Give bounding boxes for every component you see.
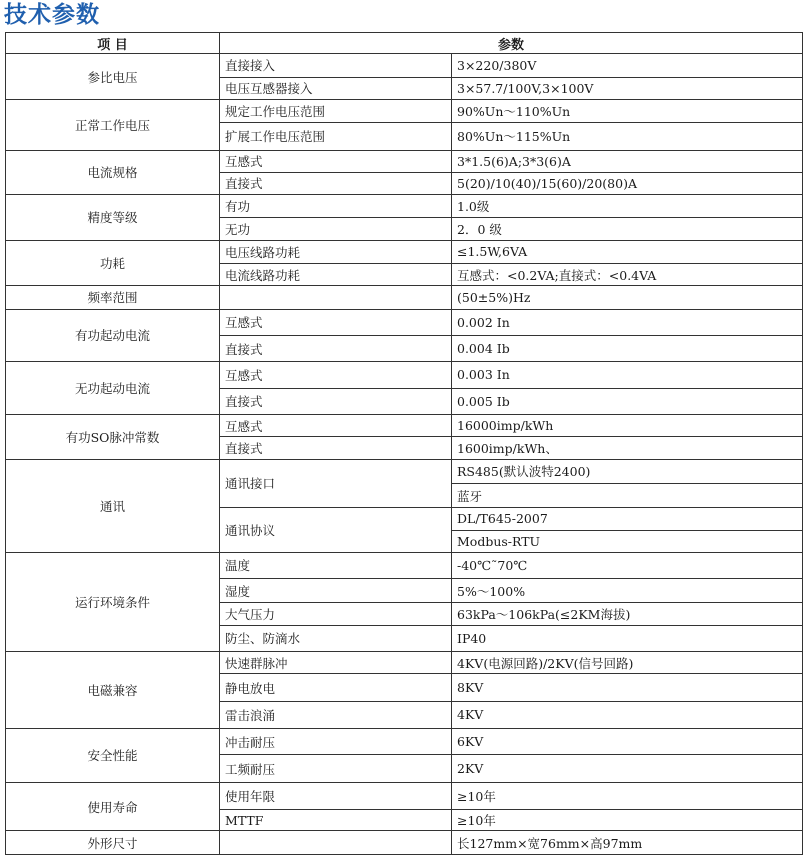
value-cell: 80%Un～115%Un — [452, 123, 803, 150]
subitem-cell: 湿度 — [220, 579, 452, 603]
subitem-cell: 电压互感器接入 — [220, 77, 452, 99]
value-cell: 6KV — [452, 729, 803, 755]
value-cell: 2KV — [452, 755, 803, 782]
subitem-cell: 直接接入 — [220, 54, 452, 77]
value-cell: 4KV — [452, 701, 803, 728]
category-cell: 通讯 — [6, 459, 220, 552]
category-cell: 安全性能 — [6, 729, 220, 783]
category-cell: 运行环境条件 — [6, 552, 220, 651]
subitem-cell — [220, 831, 452, 855]
subitem-cell: MTTF — [220, 810, 452, 831]
table-row — [6, 195, 803, 218]
value-cell: 5(20)/10(40)/15(60)/20(80)A — [452, 172, 803, 194]
subitem-cell: 快速群脉冲 — [220, 652, 452, 674]
category-cell: 无功起动电流 — [6, 362, 220, 415]
value-cell: 1600imp/kWh、 — [452, 437, 803, 459]
subitem-cell: 冲击耐压 — [220, 729, 452, 755]
category-cell: 功耗 — [6, 240, 220, 286]
subitem-cell: 直接式 — [220, 437, 452, 459]
category-cell: 精度等级 — [6, 195, 220, 241]
table-row — [6, 309, 803, 335]
subitem-cell: 雷击浪涌 — [220, 701, 452, 728]
subitem-cell: 电压线路功耗 — [220, 240, 452, 263]
table-row — [6, 414, 803, 436]
header-item: 项 目 — [6, 33, 220, 54]
category-cell: 使用寿命 — [6, 782, 220, 831]
value-cell: 2．0 级 — [452, 218, 803, 240]
subitem-cell: 直接式 — [220, 172, 452, 194]
subitem-cell: 互感式 — [220, 309, 452, 335]
subitem-cell: 大气压力 — [220, 603, 452, 625]
subitem-cell: 有功 — [220, 195, 452, 218]
category-cell: 参比电压 — [6, 54, 220, 100]
table-row — [6, 240, 803, 263]
category-cell: 有功起动电流 — [6, 309, 220, 362]
subitem-cell: 使用年限 — [220, 782, 452, 809]
value-cell: 90%Un～110%Un — [452, 99, 803, 122]
subitem-cell: 直接式 — [220, 335, 452, 361]
subitem-cell: 防尘、防滴水 — [220, 625, 452, 651]
header-param: 参数 — [220, 33, 803, 54]
value-cell: RS485(默认波特2400) — [452, 459, 803, 483]
table-row — [6, 782, 803, 809]
value-cell: 3×57.7/100V,3×100V — [452, 77, 803, 99]
value-cell: 63kPa～106kPa(≤2KM海拔) — [452, 603, 803, 625]
category-cell: 外形尺寸 — [6, 831, 220, 855]
header-row — [6, 33, 803, 54]
table-row — [6, 652, 803, 674]
value-cell: 0.004 Ib — [452, 335, 803, 361]
table-row — [6, 286, 803, 309]
subitem-cell: 直接式 — [220, 388, 452, 414]
subitem-cell: 温度 — [220, 552, 452, 578]
category-cell: 有功SO脉冲常数 — [6, 414, 220, 459]
table-row — [6, 552, 803, 578]
value-cell: 8KV — [452, 674, 803, 701]
category-cell: 正常工作电压 — [6, 99, 220, 150]
table-row — [6, 729, 803, 755]
category-cell: 电流规格 — [6, 150, 220, 195]
value-cell: IP40 — [452, 625, 803, 651]
value-cell: 蓝牙 — [452, 483, 803, 507]
value-cell: 0.003 In — [452, 362, 803, 388]
value-cell: DL/T645-2007 — [452, 508, 803, 530]
table-row — [6, 99, 803, 122]
value-cell: 互感式：<0.2VA;直接式：<0.4VA — [452, 264, 803, 286]
subitem-cell: 互感式 — [220, 362, 452, 388]
subitem-cell: 通讯协议 — [220, 508, 452, 553]
subitem-cell: 互感式 — [220, 150, 452, 172]
value-cell: 长127mm×宽76mm×高97mm — [452, 831, 803, 855]
subitem-cell: 工频耐压 — [220, 755, 452, 782]
category-cell: 频率范围 — [6, 286, 220, 309]
value-cell: 5%～100% — [452, 579, 803, 603]
value-cell: -40℃˜70℃ — [452, 552, 803, 578]
subitem-cell: 静电放电 — [220, 674, 452, 701]
table-row — [6, 150, 803, 172]
value-cell: 0.005 Ib — [452, 388, 803, 414]
subitem-cell: 互感式 — [220, 414, 452, 436]
table-row — [6, 831, 803, 855]
value-cell: ≥10年 — [452, 782, 803, 809]
subitem-cell: 电流线路功耗 — [220, 264, 452, 286]
spec-table — [5, 32, 803, 855]
subitem-cell: 无功 — [220, 218, 452, 240]
value-cell: (50±5%)Hz — [452, 286, 803, 309]
value-cell: ≤1.5W,6VA — [452, 240, 803, 263]
value-cell: 4KV(电源回路)/2KV(信号回路) — [452, 652, 803, 674]
subitem-cell: 规定工作电压范围 — [220, 99, 452, 122]
value-cell: 3×220/380V — [452, 54, 803, 77]
value-cell: 3*1.5(6)A;3*3(6)A — [452, 150, 803, 172]
table-row — [6, 54, 803, 77]
value-cell: 1.0级 — [452, 195, 803, 218]
table-row — [6, 459, 803, 483]
value-cell: ≥10年 — [452, 810, 803, 831]
value-cell: Modbus-RTU — [452, 530, 803, 552]
value-cell: 16000imp/kWh — [452, 414, 803, 436]
subitem-cell — [220, 286, 452, 309]
value-cell: 0.002 In — [452, 309, 803, 335]
table-row — [6, 362, 803, 388]
category-cell: 电磁兼容 — [6, 652, 220, 729]
subitem-cell: 扩展工作电压范围 — [220, 123, 452, 150]
subitem-cell: 通讯接口 — [220, 459, 452, 508]
page-title: 技术参数 — [4, 2, 100, 28]
